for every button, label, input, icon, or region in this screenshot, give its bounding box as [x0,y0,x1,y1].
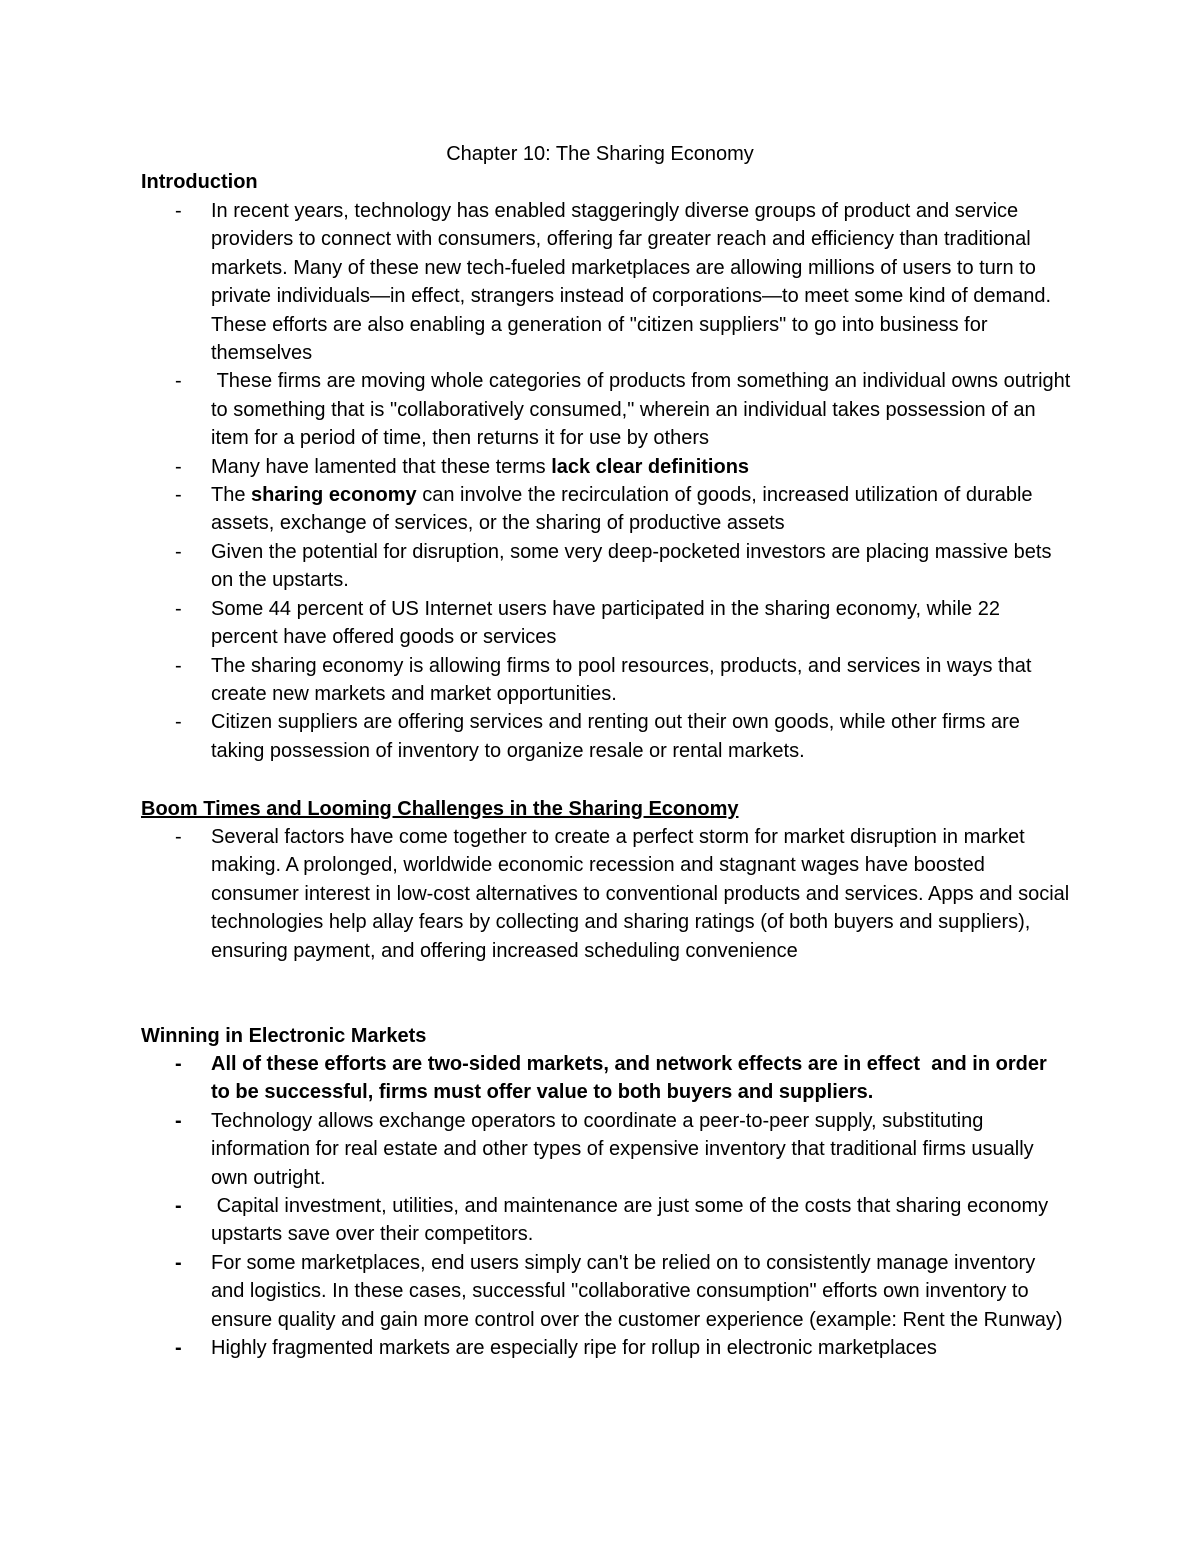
list-item [0,708,1071,765]
list-item [0,595,1071,652]
bullet-text: Citizen suppliers are offering services and renting out their own goods, while other firms are taking possession of inventory to organize resale or rental markets. [211,711,1020,762]
bullet-dash: - [175,711,182,734]
bullet-bold-text: sharing economy [251,484,417,507]
bullet-text: Several factors have come together to create a perfect storm for market disruption in market making. A prolonged, worldwide economic recession and stagnant wages have boosted consumer interest in low-cost alternatives to conventional products and services. Apps and social technologies help allay fears by collecting and sharing ratings (of both buyers and suppliers), ensuring payment, and offering increased scheduling convenience [211,826,1070,962]
bullet-text: Given the potential for disruption, some very deep-pocketed investors are placing massive bets on the upstarts. [211,540,1052,592]
bullet-text: can involve the recirculation of goods, increased utilization of durable assets, exchange of services, or the sharing of productive assets [211,484,1033,535]
section-heading-introduction: Introduction [141,171,258,193]
bullet-dash: - [175,370,182,393]
bullet-text: For some marketplaces, end users simply can't be relied on to consistently manage inventory and logistics. In these cases, successful "collaborative consumption" efforts own inventory to ensure quality and gain more control over the customer experience (example: Rent the Runway) [211,1251,1063,1331]
list-item [0,652,1071,709]
winning-bullet-list [0,1050,1200,1362]
bullet-dash: - [175,200,182,222]
bullet-dash: - [175,597,182,620]
section-heading-boom-times: Boom Times and Looming Challenges in the Sharing Economy [141,798,739,820]
bullet-text: Some 44 percent of US Internet users have participated in the sharing economy, while 22 percent have offered goods or services [211,597,1000,649]
list-item [0,1334,1071,1362]
bullet-text: Highly fragmented markets are especially ripe for rollup in electronic marketplaces [211,1337,937,1360]
bullet-dash: - [175,826,182,848]
list-item [0,481,1071,538]
bullet-bold-text: All of these efforts are two-sided markets, and network effects are in effect and in order to be successful, firms must offer value to both buyers and suppliers. [211,1053,1053,1104]
list-item [0,453,1071,481]
boom-times-bullet-list [0,823,1200,965]
list-item [0,367,1076,452]
bullet-bold-text: lack clear definitions [551,455,750,478]
bullet-dash: - [175,540,182,563]
bullet-text: In recent years, technology has enabled staggeringly diverse groups of product and service providers to connect with consumers, offering far greater reach and efficiency than traditional markets. Many of these new tech-fueled marketplaces are allowing millions of users to turn to private individuals—in effect, strangers instead of corporations—to meet some kind of demand. These efforts are also enabling a generation of "citizen suppliers" to go into business for themselves [211,200,1052,365]
bullet-text: Capital investment, utilities, and maintenance are just some of the costs that sharing economy upstarts save over their competitors. [211,1195,1054,1246]
bullet-text: The sharing economy is allowing firms to pool resources, products, and services in ways that create new markets and market opportunities. [211,654,1032,705]
bullet-dash: - [175,1053,182,1075]
list-item [0,823,1071,965]
bullet-text: These firms are moving whole categories of products from something an individual owns outright to something that is "collaboratively consumed," wherein an individual takes possession of an item for a period of time, then returns it for use by others [211,370,1076,450]
bullet-dash: - [175,1195,182,1218]
bullet-dash: - [175,455,182,478]
bullet-dash: - [175,1337,182,1360]
chapter-title: Chapter 10: The Sharing Economy [446,143,754,165]
list-item [0,1192,1071,1249]
list-item [0,1249,1071,1334]
bullet-dash: - [175,654,182,677]
bullet-text: The [211,484,252,507]
bullet-text: Many have lamented that these terms [211,455,552,478]
bullet-text: Technology allows exchange operators to coordinate a peer-to-peer supply, substituting information for real estate and other types of expensive inventory that traditional firms usually own outright. [211,1109,1034,1189]
section-heading-winning-electronic-markets: Winning in Electronic Markets [141,1025,427,1047]
bullet-dash: - [175,1251,182,1274]
list-item [0,197,1071,367]
list-item [0,1050,1071,1107]
introduction-bullet-list [0,197,1200,765]
bullet-dash: - [175,484,182,507]
bullet-dash: - [175,1109,182,1132]
list-item [0,1107,1071,1192]
list-item [0,538,1071,595]
